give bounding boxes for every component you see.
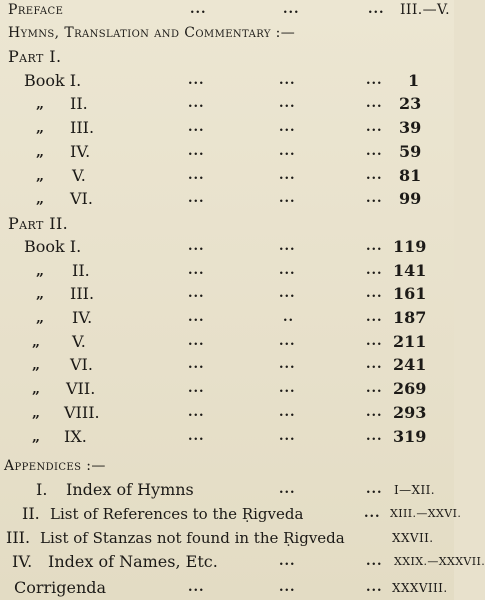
- toc-leader: ...: [188, 239, 205, 254]
- toc-entry-label: Index of Names, Etc.: [48, 552, 218, 571]
- toc-row: [0, 141, 454, 163]
- toc-leader: ..: [283, 310, 295, 325]
- toc-leader: ...: [366, 96, 383, 111]
- toc-entry-label: V.: [72, 332, 86, 351]
- toc-leader: ...: [188, 73, 205, 88]
- toc-leader: ...: [279, 554, 296, 569]
- ditto-mark: „: [36, 263, 45, 279]
- toc-leader: ...: [366, 286, 383, 301]
- toc-page-number: 1: [408, 71, 420, 90]
- toc-appendix-number: II.: [22, 504, 40, 523]
- ditto-mark: „: [36, 96, 45, 112]
- toc-leader: ...: [283, 2, 300, 17]
- toc-part2-title: Part II.: [8, 214, 69, 233]
- ditto-mark: „: [36, 168, 45, 184]
- toc-leader: ...: [188, 310, 205, 325]
- toc-leader: ...: [188, 120, 205, 135]
- toc-leader: ...: [366, 310, 383, 325]
- toc-corrigenda-title: Corrigenda: [14, 578, 107, 597]
- toc-row: [0, 117, 454, 139]
- toc-leader: ...: [279, 334, 296, 349]
- toc-row: [0, 165, 454, 187]
- toc-page-number: XIII.—XXVI.: [390, 507, 462, 520]
- toc-page-number: I—XII.: [394, 483, 435, 497]
- ditto-mark: „: [36, 191, 45, 207]
- toc-appendices-title: Appendices :—: [4, 458, 106, 474]
- toc-leader: ...: [366, 239, 383, 254]
- toc-hymns-heading: Hymns, Translation and Commentary :—: [8, 25, 296, 41]
- toc-page-number: 293: [393, 403, 427, 422]
- toc-part-heading: [0, 213, 454, 235]
- toc-entry-label: List of References to the Ṛigveda: [50, 505, 304, 523]
- toc-leader: ...: [279, 239, 296, 254]
- toc-entry-label: Book I.: [24, 71, 82, 90]
- toc-appendix-number: I.: [36, 480, 48, 499]
- toc-entry-label: IV.: [72, 308, 93, 327]
- toc-page-number: XXIX.—XXXVII.: [394, 555, 485, 568]
- toc-page-number: 141: [393, 261, 427, 280]
- toc-leader: ...: [279, 168, 296, 183]
- toc-page-number: XXVII.: [392, 531, 434, 545]
- toc-leader: ...: [366, 168, 383, 183]
- toc-leader: ...: [279, 120, 296, 135]
- toc-leader: ...: [366, 554, 383, 569]
- toc-preface-title: Preface: [8, 2, 64, 18]
- toc-leader: ...: [366, 334, 383, 349]
- toc-entry-label: III.: [70, 118, 95, 137]
- toc-leader: ...: [364, 506, 381, 521]
- toc-row: [0, 426, 454, 448]
- toc-leader: ...: [366, 580, 383, 595]
- ditto-mark: „: [32, 429, 41, 445]
- toc-leader: ...: [366, 191, 383, 206]
- toc-leader: ...: [188, 191, 205, 206]
- toc-entry-label: Index of Hymns: [66, 480, 194, 499]
- toc-leader: ...: [279, 96, 296, 111]
- toc-leader: ...: [366, 482, 383, 497]
- ditto-mark: „: [32, 357, 41, 373]
- toc-page-number: III.—V.: [400, 2, 450, 18]
- toc-row: [0, 260, 454, 282]
- toc-leader: ...: [279, 580, 296, 595]
- toc-leader: ...: [279, 381, 296, 396]
- ditto-mark: „: [36, 286, 45, 302]
- toc-leader: ...: [366, 429, 383, 444]
- toc-leader: ...: [366, 120, 383, 135]
- toc-leader: ...: [188, 96, 205, 111]
- toc-leader: ...: [279, 144, 296, 159]
- toc-leader: ...: [188, 144, 205, 159]
- toc-page-number: XXXVIII.: [392, 581, 448, 595]
- toc-page-number: 81: [399, 166, 422, 185]
- toc-entry-label: III.: [70, 284, 95, 303]
- toc-row-corrigenda: [0, 577, 454, 599]
- toc-row: [0, 402, 454, 424]
- toc-row-preface: [0, 0, 454, 21]
- toc-leader: ...: [188, 263, 205, 278]
- toc-part1-title: Part I.: [8, 47, 62, 66]
- toc-leader: ...: [366, 405, 383, 420]
- toc-leader: ...: [366, 263, 383, 278]
- toc-appendix-number: III.: [6, 528, 31, 547]
- toc-page-number: 119: [393, 237, 427, 256]
- toc-row: [0, 70, 454, 92]
- toc-row: [0, 527, 454, 549]
- ditto-mark: „: [36, 120, 45, 136]
- toc-entry-label: VIII.: [64, 403, 100, 422]
- toc-entry-label: VI.: [70, 189, 93, 208]
- toc-leader: ...: [190, 2, 207, 17]
- ditto-mark: „: [32, 405, 41, 421]
- toc-leader: ...: [279, 482, 296, 497]
- toc-leader: ...: [366, 381, 383, 396]
- toc-leader: ...: [279, 191, 296, 206]
- toc-leader: ...: [279, 286, 296, 301]
- toc-entry-label: V.: [72, 166, 86, 185]
- toc-row: [0, 283, 454, 305]
- toc-page-number: 39: [399, 118, 422, 137]
- toc-entry-label: IV.: [70, 142, 91, 161]
- toc-entry-label: List of Stanzas not found in the Ṛigveda: [40, 529, 345, 547]
- toc-leader: ...: [366, 73, 383, 88]
- toc-row: [0, 479, 454, 501]
- toc-page-number: 319: [393, 427, 427, 446]
- toc-row: [0, 236, 454, 258]
- toc-leader: ...: [188, 286, 205, 301]
- toc-page-number: 161: [393, 284, 427, 303]
- toc-page-number: 23: [399, 94, 422, 113]
- toc-leader: ...: [188, 580, 205, 595]
- toc-row: [0, 331, 454, 353]
- toc-leader: ...: [188, 357, 205, 372]
- toc-appendix-number: IV.: [12, 552, 33, 571]
- toc-leader: ...: [279, 429, 296, 444]
- ditto-mark: „: [36, 144, 45, 160]
- toc-leader: ...: [188, 429, 205, 444]
- toc-row: [0, 551, 485, 573]
- toc-leader: ...: [279, 73, 296, 88]
- toc-leader: ...: [188, 381, 205, 396]
- toc-row: [0, 188, 454, 210]
- toc-entry-label: VII.: [66, 379, 96, 398]
- ditto-mark: „: [36, 310, 45, 326]
- toc-leader: ...: [188, 405, 205, 420]
- toc-entry-label: VI.: [70, 355, 93, 374]
- ditto-mark: „: [32, 334, 41, 350]
- toc-row: [0, 378, 454, 400]
- toc-entry-label: IX.: [64, 427, 87, 446]
- toc-entry-label: II.: [72, 261, 90, 280]
- toc-leader: ...: [279, 357, 296, 372]
- toc-page-number: 187: [393, 308, 427, 327]
- toc-leader: ...: [188, 168, 205, 183]
- toc-row: [0, 354, 454, 376]
- toc-leader: ...: [366, 144, 383, 159]
- toc-page-number: 99: [399, 189, 422, 208]
- toc-entry-label: II.: [70, 94, 88, 113]
- toc-leader: ...: [366, 357, 383, 372]
- toc-page-number: 59: [399, 142, 422, 161]
- toc-page-number: 269: [393, 379, 427, 398]
- toc-section-heading: [0, 22, 454, 44]
- toc-part-heading: [0, 46, 454, 68]
- toc-leader: ...: [188, 334, 205, 349]
- toc-entry-label: Book I.: [24, 237, 82, 256]
- toc-row: [0, 503, 462, 525]
- toc-leader: ...: [279, 405, 296, 420]
- toc-section-heading: [0, 455, 454, 477]
- toc-page-number: 241: [393, 355, 427, 374]
- ditto-mark: „: [32, 381, 41, 397]
- toc-leader: ...: [279, 263, 296, 278]
- toc-row: [0, 93, 454, 115]
- toc-page-number: 211: [393, 332, 427, 351]
- toc-leader: ...: [368, 2, 385, 17]
- toc-row: [0, 307, 454, 329]
